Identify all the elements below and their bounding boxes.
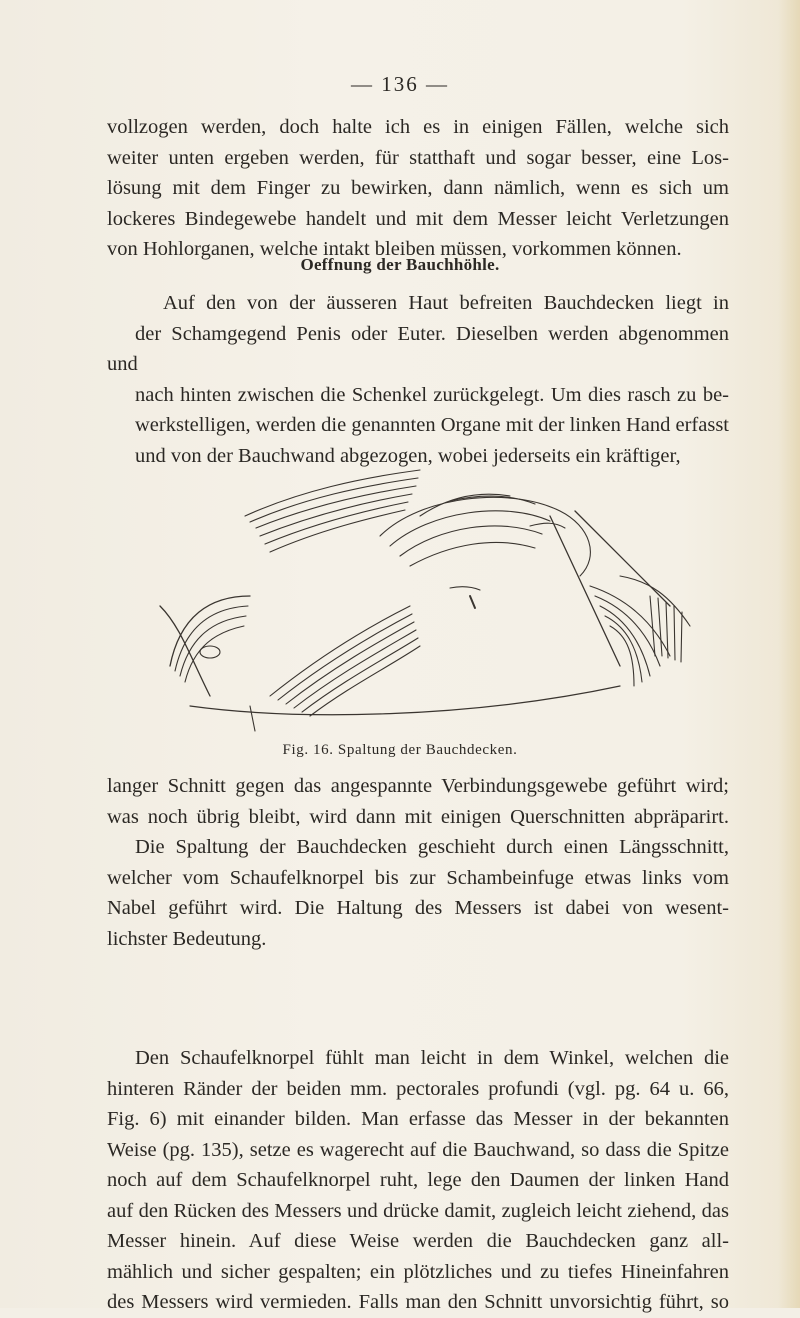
text-line: werkstelligen, werden die genannten Organe mit der linken Hand erfasst [135,414,729,436]
text-line: noch auf dem Schaufelknorpel ruht, lege den Daumen der linken Hand [107,1169,729,1191]
text-line: Die Spaltung der Bauchdecken geschieht durch einen Längsschnitt, [135,836,729,858]
text-line: Auf den von der äusseren Haut befreiten Bauchdecken liegt in [163,292,729,314]
text-line: auf den Rücken des Messers und drücke damit, zugleich leicht ziehend, das [107,1199,729,1222]
anatomical-illustration [150,456,710,732]
page-edge-shadow [778,0,800,1308]
text-line: nach hinten zwischen die Schenkel zurückgelegt. Um dies rasch zu be- [135,383,729,406]
paragraph-4 [107,1043,729,1318]
text-line: lockeres Bindegewebe handelt und mit dem Messer leicht Verletzungen [107,207,729,230]
text-line: hinteren Ränder der beiden mm. pectorales profundi (vgl. pg. 64 u. 66, [107,1077,729,1100]
paragraph-1 [107,112,729,265]
text-line: der Schamgegend Penis oder Euter. Dieselben werden abgenommen und [107,322,729,375]
text-line: Den Schaufelknorpel fühlt man leicht in dem Winkel, welchen die [135,1047,729,1069]
figure-caption: Fig. 16. Spaltung der Bauchdecken. [282,742,518,758]
text-line: Nabel geführt wird. Die Haltung des Messers ist dabei von wesent- [107,897,729,919]
text-line: von Hohlorganen, welche intakt bleiben müssen, vorkommen können. [107,238,682,260]
text-line: Fig. 6) mit einander bilden. Man erfasse das Messer in der bekannten [107,1108,729,1130]
text-line: welcher vom Schaufelknorpel bis zur Schambeinfuge etwas links vom [107,866,729,889]
text-line: was noch übrig bleibt, wird dann mit einigen Querschnitten abpräparirt. [107,805,729,828]
text-line: und von der Bauchwand abgezogen, wobei jederseits ein kräftiger, [135,444,681,467]
text-line: lösung mit dem Finger zu bewirken, dann nämlich, wenn es sich um [107,177,729,199]
paragraph-3 [107,771,729,954]
text-line: weiter unten ergeben werden, für statthaft und sogar besser, eine Los- [107,146,729,169]
text-line: mählich und sicher gespalten; ein plötzliches und zu tiefes Hineinfahren [107,1260,729,1283]
page-number: — 136 — [351,72,449,96]
text-line: langer Schnitt gegen das angespannte Verbindungsgewebe geführt wird; [107,775,729,797]
text-line: lichster Bedeutung. [107,927,267,950]
text-line: Weise (pg. 135), setze es wagerecht auf die Bauchwand, so dass die Spitze [107,1138,729,1161]
text-line: vollzogen werden, doch halte ich es in einigen Fällen, welche sich [107,116,729,138]
paragraph-2 [107,288,729,471]
text-line: Messer hinein. Auf diese Weise werden die Bauchdecken ganz all- [107,1230,729,1252]
section-heading: Oeffnung der Bauchhöhle. [300,255,500,274]
text-line: des Messers wird vermieden. Falls man den Schnitt unvorsichtig führt, so [107,1291,729,1313]
